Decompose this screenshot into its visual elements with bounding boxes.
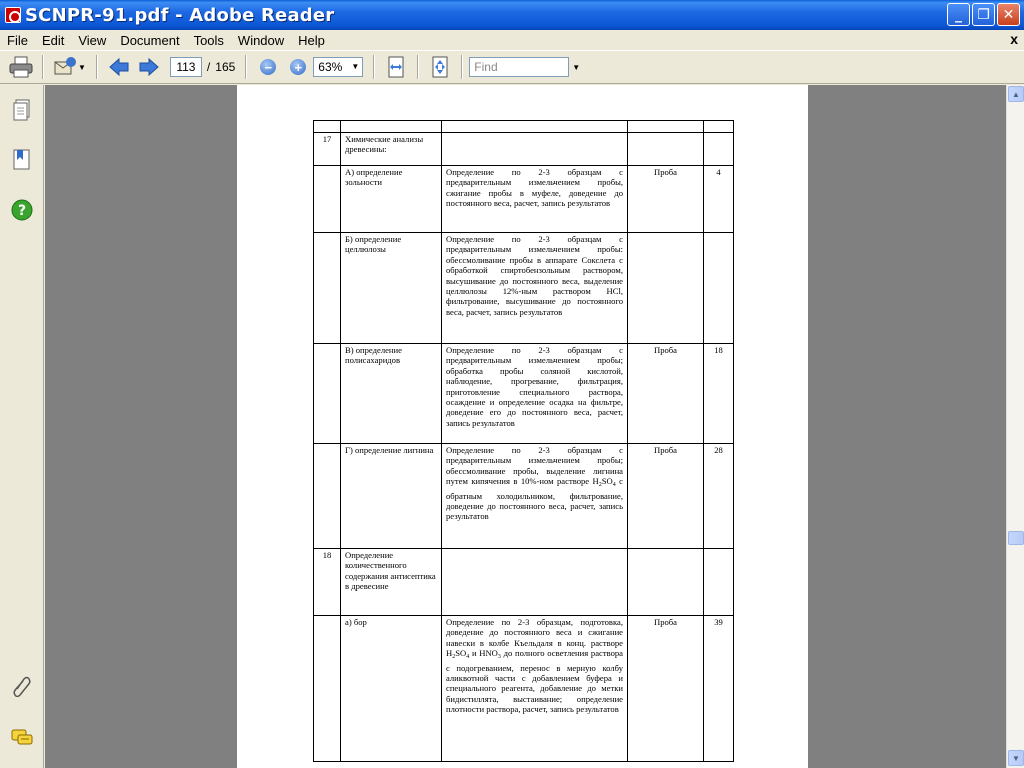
row-name: Г) определение лигнина	[341, 444, 442, 549]
row-value: 39	[704, 616, 734, 762]
zoom-value: 63%	[318, 60, 343, 74]
attachments-icon[interactable]	[11, 675, 33, 697]
row-name: Определение количественного содержания антисептика в древесине	[341, 549, 442, 616]
formula-sub: 4	[612, 482, 616, 489]
vertical-scrollbar[interactable]	[1006, 85, 1024, 768]
row-name: Б) определение целлюлозы	[341, 233, 442, 344]
table-row	[314, 133, 734, 166]
arrow-right-icon	[138, 57, 160, 77]
formula-so: SO	[455, 648, 467, 659]
row-name: А) определение зольности	[341, 166, 442, 233]
formula-h: H	[446, 648, 453, 659]
scroll-up-button[interactable]: ▲	[1008, 86, 1024, 102]
table-cell	[704, 121, 734, 133]
svg-text:?: ?	[17, 203, 27, 219]
toolbar-separator	[96, 55, 98, 79]
table-cell	[628, 121, 704, 133]
menu-file[interactable]: File	[7, 32, 28, 48]
toolbar	[0, 50, 1024, 84]
row-description	[442, 549, 628, 616]
table-row	[314, 549, 734, 616]
bookmarks-icon[interactable]	[11, 148, 33, 170]
row-unit: Проба	[628, 616, 704, 762]
table-cell	[442, 121, 628, 133]
row-description	[442, 616, 628, 762]
zoom-select[interactable]	[313, 57, 363, 77]
row-description	[442, 133, 628, 166]
desc-text: до полного осветления раствора с подогреванием, перенос в мерную колбу аликвотной части с добавлением буфера и специального реагента, добавление до метки бидистиллята, выстаивание; определение плотности раствора, расчет, запись результатов	[446, 648, 624, 715]
formula-sub: 3	[497, 654, 501, 661]
formula-sub: 4	[466, 654, 470, 661]
row-unit	[628, 233, 704, 344]
toolbar-separator	[373, 55, 375, 79]
comments-icon[interactable]	[11, 726, 33, 748]
formula-so: SO	[601, 476, 613, 487]
row-description: Определение по 2-3 образцам с предварительным измельчением пробы, сжигание пробы в муфеле, доведение до постоянного веса, расчет, запись результатов	[442, 166, 628, 233]
fit-page-icon	[430, 56, 450, 78]
row-number	[314, 166, 341, 233]
row-number	[314, 616, 341, 762]
printer-icon	[9, 56, 33, 78]
document-close-button[interactable]: x	[1010, 31, 1018, 47]
table-row	[314, 344, 734, 444]
row-description	[442, 444, 628, 549]
zoom-in-button[interactable]	[285, 54, 311, 80]
window-title: SCNPR-91.pdf - Adobe Reader	[25, 4, 335, 26]
desc-text: и	[471, 648, 477, 659]
toolbar-separator	[245, 55, 247, 79]
menu-edit[interactable]: Edit	[41, 32, 65, 48]
fit-width-icon	[386, 56, 406, 78]
fit-width-button[interactable]	[383, 54, 409, 80]
row-name: В) определение полисахаридов	[341, 344, 442, 444]
zoom-in-icon: +	[290, 59, 306, 75]
row-number	[314, 344, 341, 444]
chevron-down-icon: ▼	[351, 62, 360, 71]
formula-sub: 2	[452, 654, 456, 661]
formula-h: H	[592, 476, 599, 487]
row-unit: Проба	[628, 166, 704, 233]
row-value: 4	[704, 166, 734, 233]
row-name: Химические анализы древесины:	[341, 133, 442, 166]
row-value: 18	[704, 344, 734, 444]
desc-text: с обратным холодильником, фильтрование, доведение до постоянного веса, расчет, запись результатов	[446, 476, 623, 522]
desc-text: Определение по 2-3 образцам, подготовка, доведение до постоянного веса и сжигание навески в колбе Къельдаля в конц. растворе	[446, 617, 623, 648]
document-viewer[interactable]	[45, 85, 1006, 768]
row-value	[704, 233, 734, 344]
fit-page-button[interactable]	[427, 54, 453, 80]
row-unit	[628, 549, 704, 616]
row-description: Определение по 2-3 образцам с предварительным измельчением пробы; обработка пробы соляной кислотой, наблюдение, прогревание, фильтрация, приготовление специального раствора, осаждение и определение осадка на фильтре, доведение его до постоянного веса, расчет, запись результатов	[442, 344, 628, 444]
zoom-out-icon: −	[260, 59, 276, 75]
page-number-input[interactable]: 113	[170, 57, 202, 77]
menu-window[interactable]: Window	[237, 32, 285, 48]
email-dropdown-icon[interactable]: ▼	[78, 62, 86, 72]
navigation-pane	[0, 85, 44, 768]
print-button[interactable]	[8, 54, 34, 80]
scroll-down-button[interactable]: ▼	[1008, 750, 1024, 766]
scrollbar-thumb[interactable]	[1008, 531, 1024, 545]
minimize-button[interactable]: _	[947, 3, 970, 26]
table-row	[314, 233, 734, 344]
table-cell	[314, 121, 341, 133]
row-number: 18	[314, 549, 341, 616]
page-separator: /	[206, 60, 211, 74]
formula-hno: HNO	[479, 648, 498, 659]
zoom-out-button[interactable]	[255, 54, 281, 80]
title-bar	[0, 0, 1024, 30]
close-button[interactable]: ✕	[997, 3, 1020, 26]
email-button[interactable]	[52, 54, 78, 80]
row-unit	[628, 133, 704, 166]
table-row	[314, 616, 734, 762]
find-input[interactable]: Find	[469, 57, 569, 77]
table-row	[314, 444, 734, 549]
toolbar-separator	[417, 55, 419, 79]
table-cell	[341, 121, 442, 133]
maximize-button[interactable]: ❐	[972, 3, 995, 26]
row-unit: Проба	[628, 444, 704, 549]
arrow-left-icon	[108, 57, 130, 77]
row-value	[704, 133, 734, 166]
help-icon[interactable]	[11, 199, 33, 221]
document-table	[313, 120, 734, 762]
row-unit: Проба	[628, 344, 704, 444]
menu-tools[interactable]: Tools	[193, 32, 224, 48]
row-number	[314, 233, 341, 344]
find-dropdown-icon[interactable]: ▼	[572, 62, 581, 72]
adobe-reader-icon	[5, 7, 21, 23]
page-total: 165	[215, 60, 236, 74]
desc-text: Определение по 2-3 образцам с предварительным измельчением пробы; обессмоливание пробы, выделение лигнина путем кипячения в 10%-ном растворе	[446, 445, 623, 487]
next-page-button[interactable]	[136, 54, 162, 80]
menu-bar	[0, 30, 1024, 50]
previous-page-button[interactable]	[106, 54, 132, 80]
formula-sub: 2	[598, 482, 602, 489]
row-number: 17	[314, 133, 341, 166]
table-row	[314, 166, 734, 233]
table-row	[314, 121, 734, 133]
window-controls	[947, 3, 1020, 26]
pages-icon[interactable]	[11, 99, 33, 121]
row-name: а) бор	[341, 616, 442, 762]
row-value: 28	[704, 444, 734, 549]
toolbar-separator	[461, 55, 463, 79]
email-icon	[53, 56, 77, 78]
menu-document[interactable]: Document	[120, 32, 180, 48]
row-value	[704, 549, 734, 616]
menu-view[interactable]: View	[78, 32, 107, 48]
row-number	[314, 444, 341, 549]
menu-help[interactable]: Help	[298, 32, 325, 48]
row-description: Определение по 2-3 образцам с предварительным измельчением пробы: обессмоливание пробы в аппарате Сокслета с обработкой спиртобензольным раствором, высушивание до постоянного веса, выделение целлюлозы 12%-ным раствором HCl, фильтрование, высушивание до постоянного веса, расчет, запись результатов	[442, 233, 628, 344]
toolbar-separator	[42, 55, 44, 79]
